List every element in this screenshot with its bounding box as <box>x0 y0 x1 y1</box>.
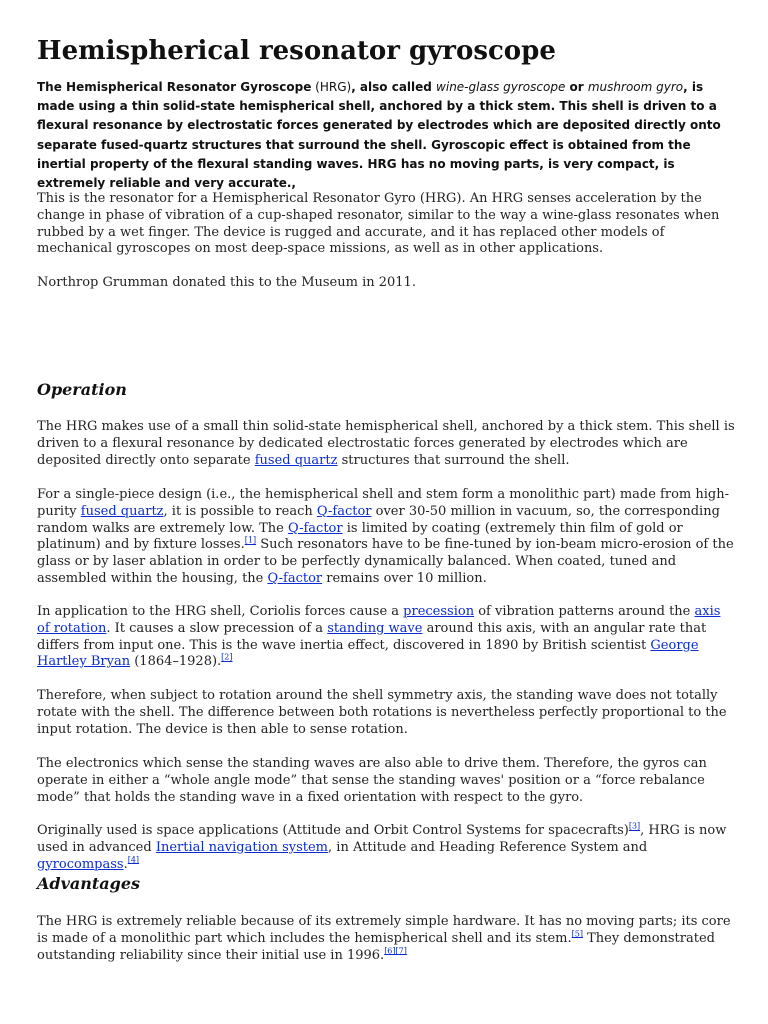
text-run: remains over 10 million. <box>322 570 487 586</box>
text-run: (1864–1928). <box>130 654 222 670</box>
text-run: They demonstrated outstanding reliability since their initial use in 1996. <box>37 930 715 963</box>
link-axis-of-rotation[interactable]: axis of rotation <box>37 604 721 636</box>
citation-link[interactable]: [4] <box>127 855 140 865</box>
link-fused-quartz[interactable]: fused quartz <box>254 452 338 468</box>
text-run: Such resonators have to be fine-tuned by ion-beam micro-erosion of the glass or by laser ablation in order to be perfectly dynamically balanced. When coated, tuned and assembled within the housing, the <box>37 537 734 586</box>
text-run: In application to the HRG shell, Coriolis forces cause a <box>37 604 404 619</box>
intro-paragraph <box>37 78 737 193</box>
link-standing-wave[interactable]: standing wave <box>327 620 423 636</box>
text-run: , HRG is now used in advanced <box>37 823 727 855</box>
citation-link[interactable]: [1] <box>244 536 257 546</box>
text-run: , it is possible to reach <box>163 503 317 519</box>
intro-abbr: (HRG) <box>311 80 352 94</box>
text-run: The HRG makes use of a small thin solid-state hemispherical shell, anchored by a thick stem. This shell is driven to a flexural resonance by dedicated electrostatic forces generated by electrodes which are deposited directly onto separate <box>37 419 735 468</box>
link-q-factor[interactable]: Q-factor <box>287 520 343 536</box>
text-run: over 30-50 million in vacuum, so, the corresponding random walks are extremely low. The <box>37 503 720 536</box>
citation-link[interactable]: [2] <box>221 653 233 663</box>
citation-1[interactable] <box>245 536 256 545</box>
link-fused-quartz[interactable]: fused quartz <box>80 503 164 519</box>
operation-paragraph-6 <box>37 823 737 873</box>
link-gyrocompass[interactable]: gyrocompass <box>37 856 124 872</box>
citation-link[interactable]: [5] <box>571 929 583 939</box>
text-run: around this axis, with an angular rate that differs from input one. This is the wave inertia effect, discovered in 1890 by British scientist <box>37 620 707 653</box>
text-run: For a single-piece design (i.e., the hemispherical shell and stem form a monolithic part) made from high-purity <box>37 487 729 519</box>
intro-alt-name-1: wine-glass gyroscope <box>436 80 566 94</box>
museum-paragraph-2: Northrop Grumman donated this to the Museum in 2011. <box>37 275 416 290</box>
text-run: Originally used is space applications (Attitude and Orbit Control Systems for spacecrafts) <box>37 823 629 838</box>
operation-paragraph-5: The electronics which sense the standing waves are also able to drive them. Therefore, the gyros can operate in either a “whole angle mode” that sense the standing waves' position or a “force rebalance mode” that holds the standing wave in a fixed orientation with respect to the gyro. <box>37 756 707 805</box>
citation-2[interactable] <box>221 653 232 662</box>
section-heading-operation: Operation <box>37 380 127 399</box>
text-run: of vibration patterns around the <box>474 604 695 619</box>
operation-paragraph-4: Therefore, when subject to rotation around the shell symmetry axis, the standing wave does not totally rotate with the shell. The difference between both rotations is nevertheless perfectly proportional to the input rotation. The device is then able to sense rotation. <box>37 688 727 737</box>
text-run: . <box>123 856 128 872</box>
link-inertial-navigation-system[interactable]: Inertial navigation system <box>155 839 329 855</box>
operation-paragraph-2 <box>37 487 737 588</box>
link-q-factor[interactable]: Q-factor <box>316 503 372 519</box>
text-run: . It causes a slow precession of a <box>106 620 328 636</box>
text-run: The HRG is extremely reliable because of its extremely simple hardware. It has no moving parts; its core is made of a monolithic part which includes the hemispherical shell and its stem. <box>37 914 731 946</box>
citation-5[interactable] <box>572 929 583 938</box>
citation-3[interactable] <box>629 822 640 831</box>
citation-4[interactable] <box>128 855 139 864</box>
link-q-factor[interactable]: Q-factor <box>267 570 323 586</box>
text-run: structures that surround the shell. <box>337 452 570 468</box>
link-precession[interactable]: precession <box>403 604 475 619</box>
citation-link[interactable]: [6][7] <box>384 946 407 956</box>
intro-name: The Hemispherical Resonator Gyroscope <box>37 80 312 94</box>
page-title: Hemispherical resonator gyroscope <box>37 36 556 66</box>
citation-link[interactable]: [3] <box>628 821 641 831</box>
operation-paragraph-3 <box>37 604 737 671</box>
text-run: , in Attitude and Heading Reference System and <box>328 839 648 855</box>
link-george-hartley-bryan[interactable]: George Hartley Bryan <box>37 637 699 670</box>
intro-rest: , is made using a thin solid-state hemispherical shell, anchored by a thick stem. This shell is driven to a flexural resonance by electrostatic forces generated by electrodes which are deposited directly onto separate fused-quartz structures that surround the shell. Gyroscopic effect is obtained from the inertial property of the flexural standing waves. HRG has no moving parts, is very compact, is extremely reliable and very accurate., <box>37 80 721 191</box>
operation-paragraph-1 <box>37 419 737 469</box>
museum-paragraph-1: This is the resonator for a Hemispherical Resonator Gyro (HRG). An HRG senses acceleration by the change in phase of vibration of a cup-shaped resonator, similar to the way a wine-glass resonates when rubbed by a wet finger. The device is rugged and accurate, and it has replaced other models of mechanical gyroscopes on most deep-space missions, as well as in other applications. <box>37 191 720 257</box>
intro-alt-name-2: mushroom gyro <box>587 80 684 94</box>
text-run: is limited by coating (extremely thin film of gold or platinum) and by fixture losses. <box>37 520 683 553</box>
advantages-paragraph-1 <box>37 914 737 964</box>
intro-or: or <box>565 80 588 94</box>
citation-6-7[interactable] <box>384 946 407 955</box>
section-heading-advantages: Advantages <box>37 874 141 893</box>
intro-also-called: , also called <box>351 80 437 94</box>
